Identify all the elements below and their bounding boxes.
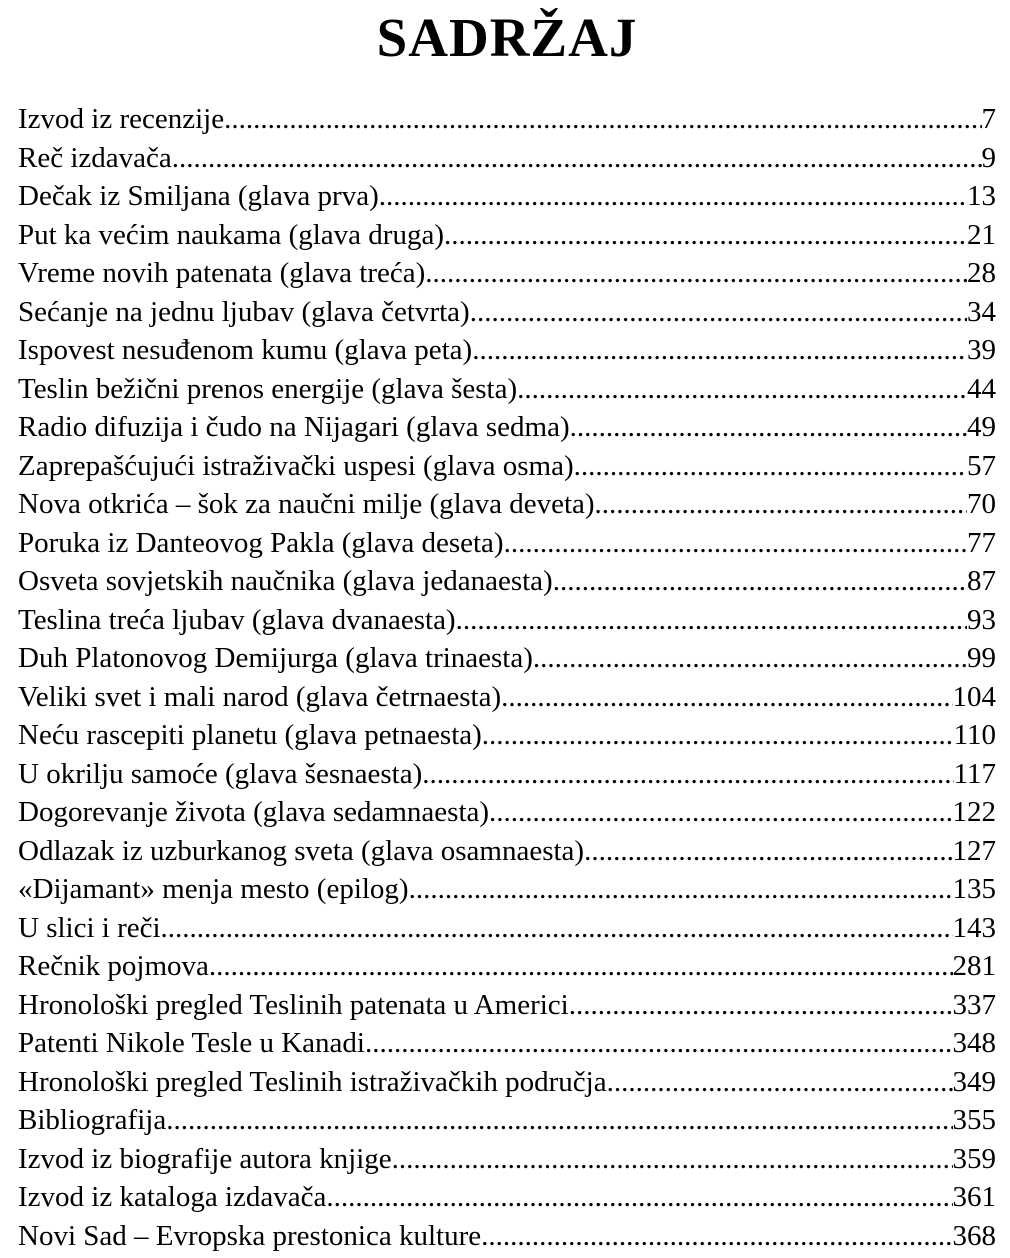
table-of-contents [18, 100, 996, 1255]
dot-leader [209, 947, 953, 986]
entry-title: Teslina treća ljubav (glava dvanaesta) [18, 603, 456, 636]
entry-page-number: 34 [967, 295, 996, 328]
toc-entry[interactable] [18, 639, 996, 678]
entry-page-number: 127 [952, 834, 996, 867]
entry-title: Izvod iz biografije autora knjige [18, 1142, 392, 1175]
entry-page-number: 143 [952, 911, 996, 944]
toc-entry[interactable] [18, 1024, 996, 1063]
toc-entry[interactable] [18, 1178, 996, 1217]
entry-title: Hronološki pregled Teslinih istraživačkih područja [18, 1065, 607, 1098]
toc-entry[interactable] [18, 139, 996, 178]
toc-entry[interactable] [18, 562, 996, 601]
entry-title: Izvod iz recenzije [18, 103, 225, 135]
toc-entry[interactable] [18, 177, 996, 216]
entry-page-number: 70 [967, 488, 996, 520]
toc-entry[interactable] [18, 524, 996, 563]
entry-page-number: 337 [952, 988, 996, 1021]
toc-entry[interactable] [18, 370, 996, 409]
dot-leader [472, 331, 967, 370]
entry-page-number: 49 [967, 411, 996, 443]
dot-leader [422, 755, 953, 794]
dot-leader [489, 793, 952, 832]
dot-leader [425, 254, 967, 293]
dot-leader [166, 1101, 952, 1140]
entry-page-number: 348 [952, 1027, 996, 1059]
toc-entry[interactable] [18, 755, 996, 794]
toc-entry[interactable] [18, 216, 996, 255]
dot-leader [379, 177, 967, 216]
entry-title: Veliki svet i mali narod (glava četrnaesta) [18, 680, 502, 713]
entry-title: Teslin bežični prenos energije (glava šesta) [18, 372, 518, 405]
toc-entry[interactable] [18, 485, 996, 524]
entry-page-number: 281 [952, 950, 996, 982]
entry-page-number: 359 [952, 1142, 996, 1175]
dot-leader [607, 1063, 953, 1102]
entry-title: Poruka iz Danteovog Pakla (glava deseta) [18, 526, 504, 559]
entry-page-number: 87 [967, 565, 996, 597]
toc-entry[interactable] [18, 678, 996, 717]
entry-page-number: 135 [952, 873, 996, 905]
entry-title: Novi Sad – Evropska prestonica kulture. [18, 1219, 489, 1252]
entry-page-number: 77 [967, 526, 996, 559]
toc-entry[interactable] [18, 1140, 996, 1179]
entry-page-number: 110 [953, 719, 996, 751]
entry-title: Hronološki pregled Teslinih patenata u Americi [18, 988, 569, 1021]
entry-page-number: 117 [953, 757, 996, 790]
dot-leader [172, 139, 982, 178]
entry-page-number: 349 [952, 1065, 996, 1098]
toc-entry[interactable] [18, 716, 996, 755]
toc-entry[interactable] [18, 331, 996, 370]
entry-page-number: 361 [952, 1181, 996, 1213]
dot-leader [470, 293, 967, 332]
dot-leader [595, 485, 967, 524]
toc-entry[interactable] [18, 1217, 996, 1256]
entry-title: Osveta sovjetskih naučnika (glava jedanaesta) [18, 565, 553, 597]
dot-leader [501, 678, 952, 717]
dot-leader [365, 1024, 953, 1063]
entry-title: Dogorevanje života (glava sedamnaesta) [18, 796, 490, 828]
entry-page-number: 9 [981, 141, 996, 174]
toc-entry[interactable] [18, 986, 996, 1025]
dot-leader [569, 986, 953, 1025]
entry-title: Patenti Nikole Tesle u Kanadi [18, 1027, 365, 1059]
entry-title: Zaprepašćujući istraživački uspesi (glava osma) [18, 449, 574, 482]
toc-entry[interactable] [18, 100, 996, 139]
entry-title: Rečnik pojmova [18, 950, 209, 982]
entry-title: Bibliografija [18, 1104, 167, 1136]
dot-leader [517, 370, 967, 409]
page-title: SADRŽAJ [376, 7, 638, 68]
toc-entry[interactable] [18, 1063, 996, 1102]
dot-leader [456, 601, 967, 640]
dot-leader [574, 447, 967, 486]
entry-page-number: 355 [952, 1104, 996, 1136]
entry-title: Sećanje na jednu ljubav (glava četvrta) [18, 295, 470, 328]
entry-title: Duh Platonovog Demijurga (glava trinaesta) [18, 642, 533, 674]
entry-title: Reč izdavača [18, 141, 172, 174]
entry-page-number: 57 [967, 449, 996, 482]
toc-entry[interactable] [18, 447, 996, 486]
toc-entry[interactable] [18, 947, 996, 986]
toc-entry[interactable] [18, 408, 996, 447]
toc-entry[interactable] [18, 1101, 996, 1140]
toc-entry[interactable] [18, 870, 996, 909]
toc-entry[interactable] [18, 293, 996, 332]
dot-leader [533, 639, 967, 678]
dot-leader [409, 870, 953, 909]
entry-title: Neću rascepiti planetu (glava petnaesta) [18, 719, 482, 751]
entry-title: «Dijamant» menja mesto (epilog) [18, 873, 409, 905]
entry-page-number: 368 [952, 1219, 996, 1252]
dot-leader [570, 408, 967, 447]
dot-leader [584, 832, 952, 871]
entry-title: Izvod iz kataloga izdavača [18, 1181, 327, 1213]
dot-leader [161, 909, 953, 948]
entry-title: Dečak iz Smiljana (glava prva) [18, 180, 379, 212]
entry-page-number: 104 [952, 680, 996, 713]
entry-page-number: 28 [967, 257, 996, 289]
entry-title: Radio difuzija i čudo na Nijagari (glava sedma) [18, 411, 570, 443]
dot-leader [553, 562, 967, 601]
toc-entry[interactable] [18, 793, 996, 832]
entry-title: U slici i reči [18, 911, 161, 944]
toc-entry[interactable] [18, 909, 996, 948]
dot-leader [224, 100, 981, 139]
entry-page-number: 21 [967, 218, 996, 251]
toc-entry[interactable] [18, 601, 996, 640]
entry-page-number: 44 [967, 372, 996, 405]
entry-page-number: 99 [967, 642, 996, 674]
entry-page-number: 93 [967, 603, 996, 636]
entry-page-number: 7 [981, 103, 996, 135]
dot-leader [392, 1140, 953, 1179]
dot-leader [504, 524, 967, 563]
dot-leader [488, 1217, 952, 1256]
dot-leader [444, 216, 967, 255]
entry-page-number: 122 [952, 796, 996, 828]
entry-title: Nova otkrića – šok za naučni milje (glava deveta) [18, 488, 595, 520]
toc-entry[interactable] [18, 832, 996, 871]
entry-title: Vreme novih patenata (glava treća) [18, 257, 426, 289]
entry-page-number: 13 [967, 180, 996, 212]
dot-leader [326, 1178, 952, 1217]
entry-title: Ispovest nesuđenom kumu (glava peta) [18, 334, 473, 366]
dot-leader [482, 716, 954, 755]
entry-page-number: 39 [967, 334, 996, 366]
entry-title: U okrilju samoće (glava šesnaesta) [18, 757, 423, 790]
entry-title: Odlazak iz uzburkanog sveta (glava osamnaesta) [18, 834, 585, 867]
toc-entry[interactable] [18, 254, 996, 293]
entry-title: Put ka većim naukama (glava druga) [18, 218, 444, 251]
